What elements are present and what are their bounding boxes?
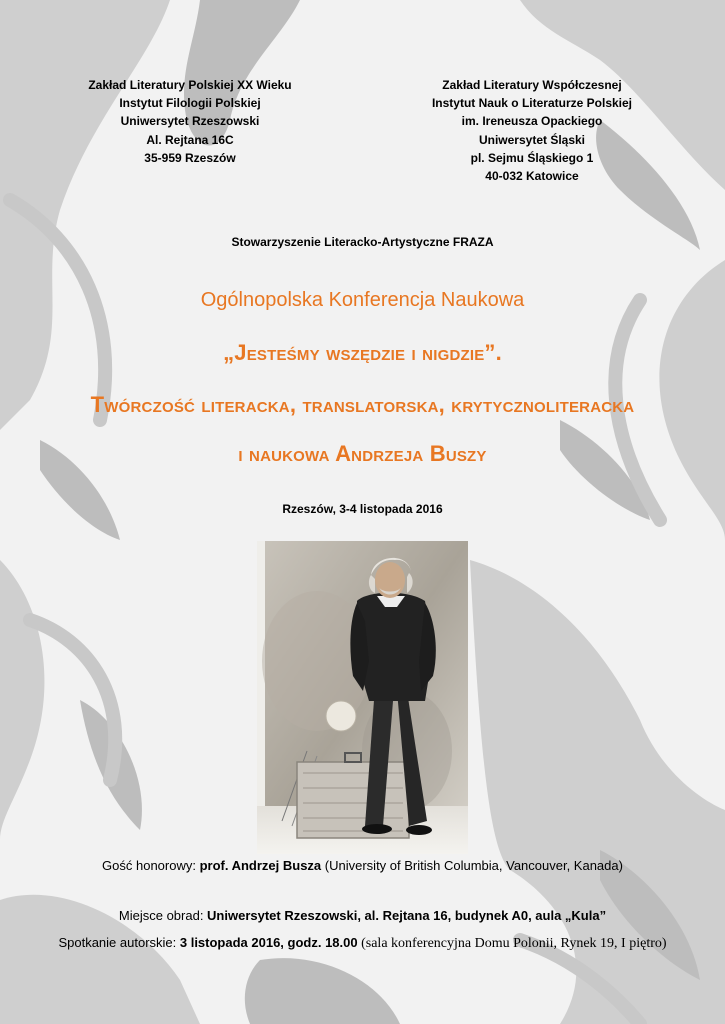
- guest-portrait-photo: [257, 541, 468, 854]
- organizer-line: Zakład Literatury Współczesnej: [442, 78, 622, 92]
- organizer-line: Al. Rejtana 16C: [146, 132, 234, 147]
- organizer-line: Zakład Literatury Polskiej XX Wieku: [88, 78, 292, 92]
- honorary-guest-name: prof. Andrzej Busza: [199, 858, 322, 873]
- conference-title-line-2: Twórczość literacka, translatorska, krytycznoliteracka: [90, 392, 635, 417]
- honorary-guest: [0, 858, 725, 873]
- organizer-line: Uniwersytet Śląski: [478, 132, 586, 147]
- organizer-line: Instytut Nauk o Literaturze Polskiej: [431, 96, 633, 111]
- author-meeting: [0, 935, 725, 952]
- author-meeting-location: (sala konferencyjna Domu Polonii, Rynek 19, I piętro): [357, 936, 667, 951]
- honorary-guest-label: Gość honorowy:: [102, 858, 200, 873]
- organizer-line: 35-959 Rzeszów: [144, 150, 236, 165]
- organizer-line: 40-032 Katowice: [485, 169, 579, 184]
- venue-value: Uniwersytet Rzeszowski, al. Rejtana 16, budynek A0, aula „Kula”: [207, 908, 607, 923]
- conference-date: Rzeszów, 3-4 listopada 2016: [282, 502, 443, 516]
- organizer-rzeszow: [70, 76, 310, 167]
- conference-title-line-1: „Jesteśmy wszędzie i nigdzie”.: [223, 340, 502, 365]
- author-meeting-time: 3 listopada 2016, godz. 18.00: [179, 935, 358, 950]
- organizer-katowice: [402, 76, 662, 185]
- conference-type: Ogólnopolska Konferencja Naukowa: [200, 289, 525, 311]
- organizer-line: Uniwersytet Rzeszowski: [120, 114, 260, 129]
- organizer-line: im. Ireneusza Opackiego: [461, 114, 603, 129]
- venue: [0, 908, 725, 923]
- organizer-line: pl. Sejmu Śląskiego 1: [470, 150, 594, 165]
- venue-label: Miejsce obrad:: [118, 908, 208, 923]
- honorary-guest-affiliation: (University of British Columbia, Vancouver, Kanada): [321, 858, 623, 873]
- association-name: Stowarzyszenie Literacko-Artystyczne FRAZA: [231, 235, 494, 249]
- conference-title-line-3: i naukowa Andrzeja Buszy: [238, 441, 487, 466]
- author-meeting-label: Spotkanie autorskie:: [58, 935, 180, 950]
- organizer-line: Instytut Filologii Polskiej: [119, 96, 261, 111]
